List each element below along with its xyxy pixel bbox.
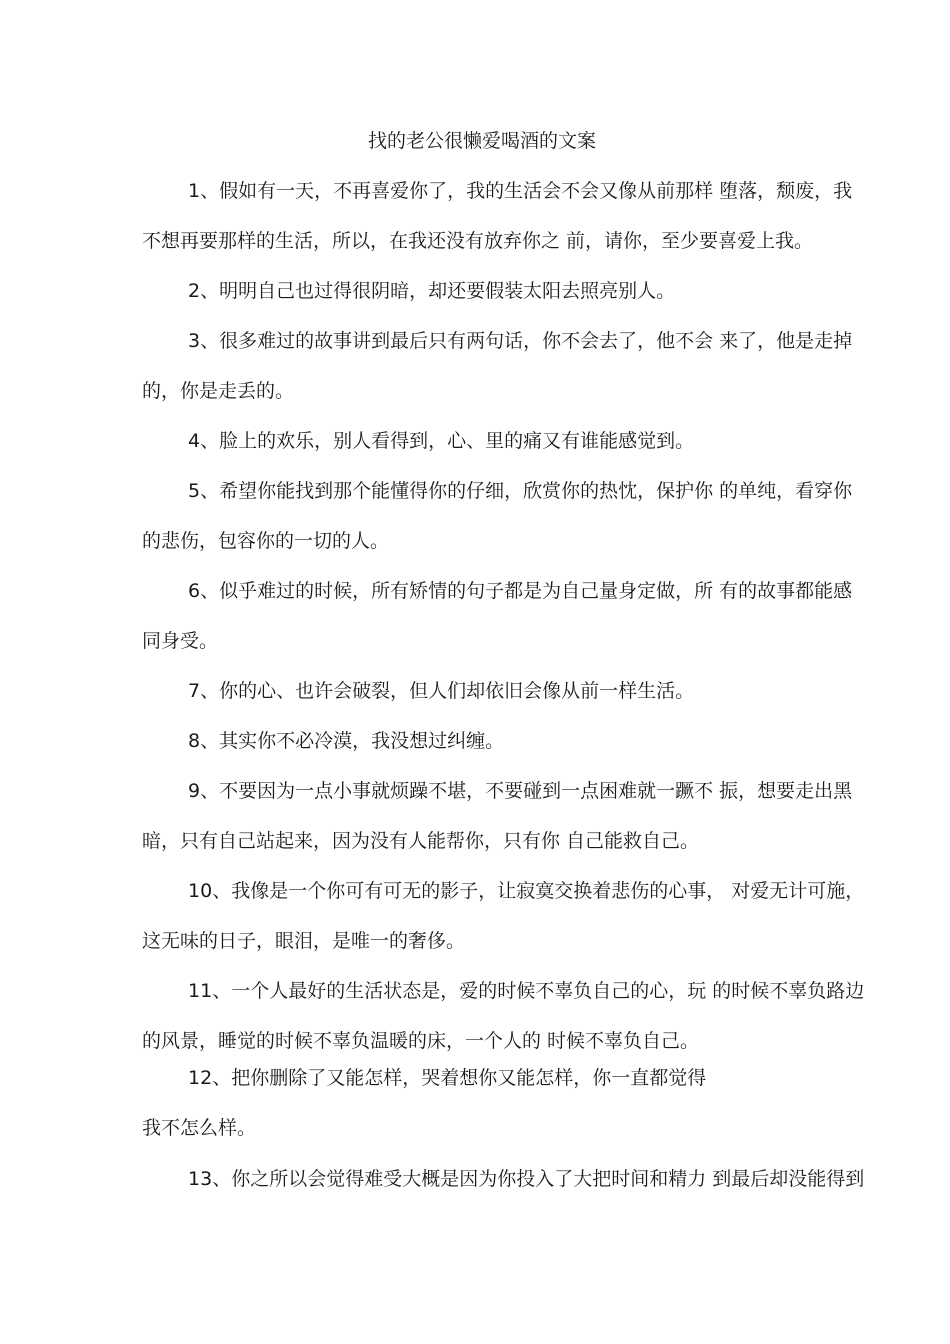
item-number: 12: [188, 1067, 213, 1089]
line-text: 、其实你不必冷漠，我没想过纠缠。: [200, 730, 505, 752]
item-number: 8: [188, 730, 201, 752]
paragraph-line: [142, 916, 950, 966]
paragraph-13: [142, 1154, 950, 1204]
line-text: 、假如有一天，不再喜爱你了，我的生活会不会又像从前那样 堕落，颓废，我: [200, 180, 853, 202]
item-number: 9: [188, 780, 201, 802]
paragraph-line: [142, 466, 950, 516]
paragraph-5: [142, 466, 950, 566]
line-text: 、你的心、也许会破裂，但人们却依旧会像从前一样生活。: [200, 680, 695, 702]
item-number: 6: [188, 580, 201, 602]
paragraph-line: [142, 616, 950, 666]
paragraph-line: [142, 216, 950, 266]
line-text: 的风景，睡觉的时候不辜负温暖的床，一个人的 时候不辜负自己。: [142, 1030, 700, 1052]
line-text: 暗，只有自己站起来，因为没有人能帮你，只有你 自己能救自己。: [142, 830, 700, 852]
paragraph-line: [142, 166, 950, 216]
item-number: 11: [188, 980, 213, 1002]
paragraph-3: [142, 316, 950, 416]
line-text: 的，你是走丢的。: [142, 380, 295, 402]
line-text: 、希望你能找到那个能懂得你的仔细，欣赏你的热忱，保护你 的单纯，看穿你: [200, 480, 853, 502]
item-number: 4: [188, 430, 201, 452]
item-number: 1: [188, 180, 201, 202]
paragraph-line: [142, 566, 950, 616]
paragraph-2: [142, 266, 950, 316]
line-text: 我不怎么样。: [142, 1117, 257, 1139]
line-text: 、似乎难过的时候，所有矫情的句子都是为自己量身定做，所 有的故事都能感: [200, 580, 853, 602]
item-number: 5: [188, 480, 201, 502]
paragraph-6: [142, 566, 950, 666]
line-text: 、脸上的欢乐，别人看得到，心、里的痛又有谁能感觉到。: [200, 430, 695, 452]
line-text: 、明明自己也过得很阴暗，却还要假装太阳去照亮别人。: [200, 280, 676, 302]
item-number: 10: [188, 880, 213, 902]
line-text: 这无味的日子，眼泪，是唯一的奢侈。: [142, 930, 466, 952]
paragraph-line: [142, 866, 950, 916]
paragraph-11: [142, 966, 950, 1066]
document-title: 找的老公很懒爱喝酒的文案: [367, 130, 596, 152]
paragraph-12: [142, 1053, 950, 1153]
paragraph-10: [142, 866, 950, 966]
paragraph-line: [142, 1053, 950, 1103]
line-text: 的悲伤，包容你的一切的人。: [142, 530, 390, 552]
line-text: 、你之所以会觉得难受大概是因为你投入了大把时间和精力 到最后却没能得到: [212, 1168, 865, 1190]
line-text: 、很多难过的故事讲到最后只有两句话，你不会去了，他不会 来了，他是走掉: [200, 330, 853, 352]
item-number: 13: [188, 1168, 213, 1190]
item-number: 3: [188, 330, 201, 352]
line-text: 、一个人最好的生活状态是，爱的时候不辜负自己的心，玩 的时候不辜负路边: [212, 980, 865, 1002]
paragraph-8: [142, 716, 950, 766]
paragraph-4: [142, 416, 950, 466]
paragraph-line: [142, 666, 950, 716]
paragraph-line: [142, 416, 950, 466]
paragraph-line: [142, 266, 950, 316]
paragraph-7: [142, 666, 950, 716]
paragraph-9: [142, 766, 950, 866]
paragraph-line: [142, 516, 950, 566]
paragraph-line: [142, 1154, 950, 1204]
item-number: 7: [188, 680, 201, 702]
paragraph-line: [142, 366, 950, 416]
line-text: 同身受。: [142, 630, 219, 652]
item-number: 2: [188, 280, 201, 302]
paragraph-line: [142, 716, 950, 766]
line-text: 、把你删除了又能怎样，哭着想你又能怎样，你一直都觉得: [212, 1067, 707, 1089]
paragraph-line: [142, 316, 950, 366]
line-text: 、不要因为一点小事就烦躁不堪，不要碰到一点困难就一蹶不 振，想要走出黑: [200, 780, 853, 802]
paragraph-line: [142, 766, 950, 816]
paragraph-line: [142, 966, 950, 1016]
line-text: 不想再要那样的生活，所以，在我还没有放弃你之 前，请你，至少要喜爱上我。: [142, 230, 814, 252]
line-text: 、我像是一个你可有可无的影子，让寂寞交换着悲伤的心事， 对爱无计可施，: [212, 880, 865, 902]
paragraph-1: [142, 166, 950, 266]
paragraph-line: [142, 1103, 950, 1153]
paragraph-line: [142, 816, 950, 866]
